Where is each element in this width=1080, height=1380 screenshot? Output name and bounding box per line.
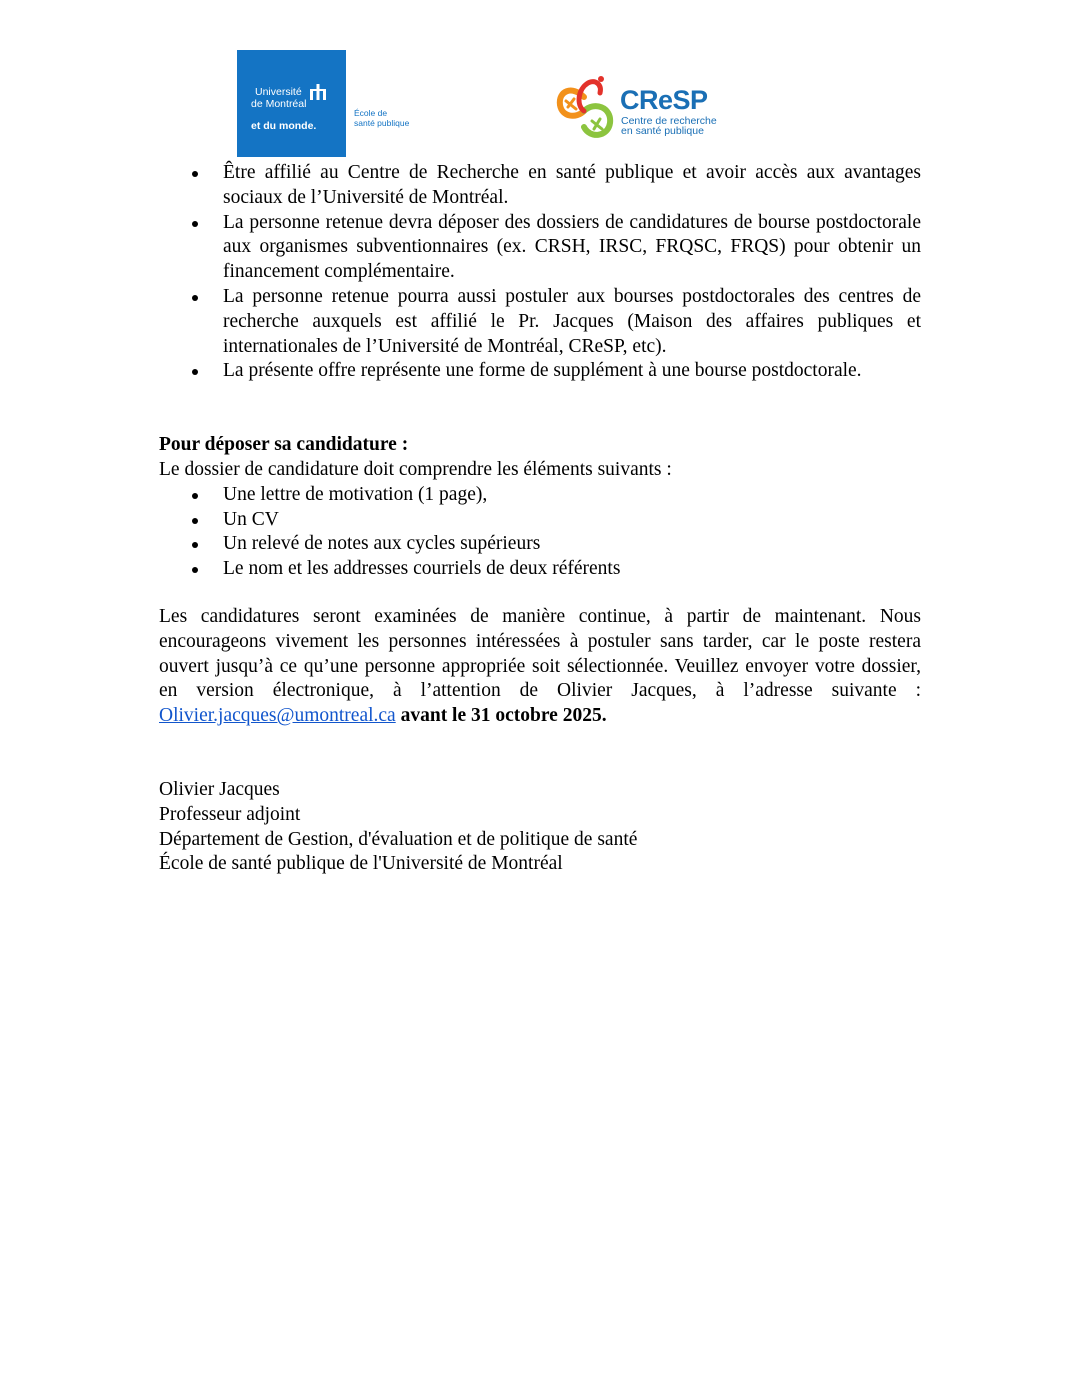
signature-title: Professeur adjoint: [159, 803, 301, 825]
application-heading: Pour déposer sa candidature :: [159, 434, 409, 456]
list-item: La personne retenue pourra aussi postuler aux bourses postdoctorales des centres de recherche auxquels est affilié le Pr. Jacques (Maison des affaires publiques et internationales de l’Université de Montréal, CReSP, etc).: [223, 285, 921, 359]
list-item: La présente offre représente une forme de supplément à une bourse postdoctorale.: [223, 359, 921, 384]
um-school-line2: santé publique: [354, 117, 410, 128]
signature-school: École de santé publique de l'Université de Montréal: [159, 853, 563, 875]
um-logo-line2: de Montréal: [251, 98, 307, 110]
um-school-label: [354, 109, 409, 128]
list-item: Être affilié au Centre de Recherche en santé publique et avoir accès aux avantages sociaux de l’Université de Montréal.: [223, 161, 921, 211]
document-body: [159, 161, 921, 877]
um-logo-line1: Université: [255, 86, 302, 98]
list-item: La personne retenue devra déposer des dossiers de candidatures de bourse postdoctorale aux organismes subventionnaires (ex. CRSH, IRSC, FRQSC, FRQS) pour obtenir un financement complémentaire.: [223, 211, 921, 285]
list-item: Une lettre de motivation (1 page),: [223, 483, 921, 508]
signature-department: Département de Gestion, d'évaluation et de politique de santé: [159, 828, 638, 850]
letterhead: [0, 0, 1080, 165]
universite-de-montreal-logo: [237, 50, 346, 157]
application-instructions: [159, 605, 921, 729]
deadline-text: avant le 31 octobre 2025.: [400, 705, 607, 727]
advantages-list: [159, 161, 921, 384]
cresp-subtitle-line1: Centre de recherche: [621, 115, 717, 127]
um-logo-line3: et du monde.: [251, 120, 317, 132]
cresp-subtitle: [621, 116, 717, 136]
list-item: Un relevé de notes aux cycles supérieurs: [223, 532, 921, 557]
cresp-symbol-icon: [554, 71, 618, 141]
signature-block: [159, 778, 921, 877]
um-towers-icon: [309, 82, 327, 100]
list-item: Le nom et les addresses courriels de deux référents: [223, 557, 921, 582]
um-school-line1: École de: [354, 108, 388, 118]
application-intro: Le dossier de candidature doit comprendre les éléments suivants :: [159, 458, 672, 480]
cresp-subtitle-line2: en santé publique: [621, 125, 704, 137]
signature-name: Olivier Jacques: [159, 778, 280, 800]
um-logo-text: [251, 86, 341, 132]
application-items-list: [159, 483, 921, 582]
list-item: Un CV: [223, 508, 921, 533]
application-paragraph-text: Les candidatures seront examinées de manière continue, à partir de maintenant. Nous encourageons vivement les personnes intéressées à postuler sans tarder, car le poste restera ouvert jusqu’à ce qu’une personne appropriée soit sélectionnée. Veuillez envoyer votre dossier, en version électronique, à l’attention de Olivier Jacques, à l’adresse suivante :: [159, 605, 921, 702]
cresp-name: CReSP: [620, 85, 708, 115]
email-link[interactable]: Olivier.jacques@umontreal.ca: [159, 705, 396, 727]
